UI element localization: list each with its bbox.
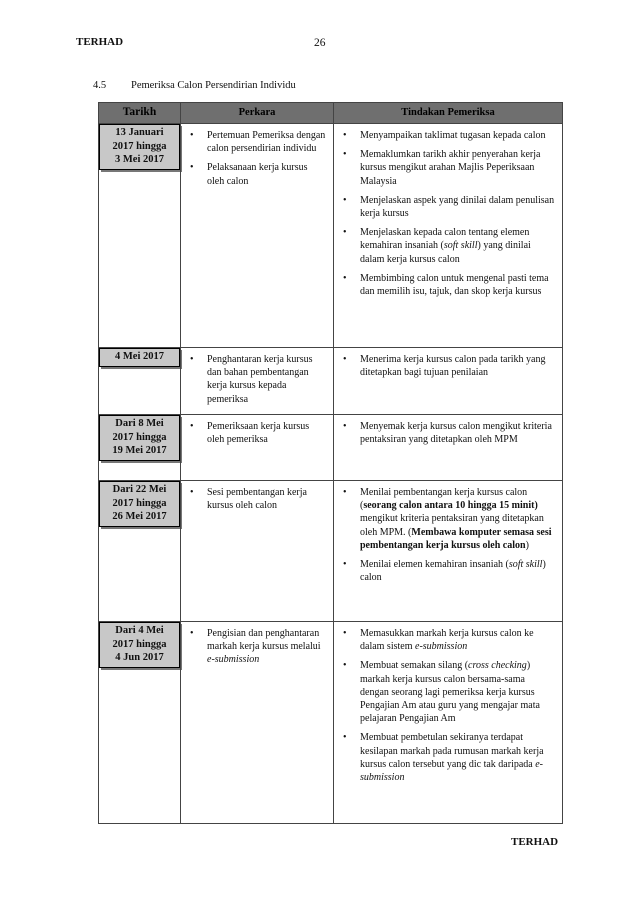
date-line: 2017 hingga (112, 497, 167, 509)
list-item: • Menyampaikan taklimat tugasan kepada calon (343, 130, 546, 141)
date-box (99, 348, 180, 367)
list-item: • Penghantaran kerja kursus dan bahan pembentangan kerja kursus kepada pemeriksa (190, 354, 313, 405)
list-item: • Menilai pembentangan kerja kursus calon (seorang calon antara 10 hingga 15 minit) mengikut kriteria pentaksiran yang ditetapkan oleh MPM. (Membawa komputer semasa sesi pembentangan kerja kursus oleh calon) (343, 487, 552, 551)
date-cell (99, 415, 181, 481)
tindakan-cell (334, 415, 563, 481)
list-item: • Pengisian dan penghantaran markah kerja kursus melalui e-submission (190, 628, 321, 666)
tindakan-cell (334, 348, 563, 415)
section-heading (93, 80, 296, 91)
page-number: 26 (314, 37, 326, 49)
list-item: • Membimbing calon untuk mengenal pasti tema dan memilih isu, tajuk, dan skop kerja kursus (343, 272, 549, 297)
list-item: • Membuat pembetulan sekiranya terdapat kesilapan markah pada rumusan markah kerja kursus calon tersebut yang dic tak daripada e-submission (343, 732, 544, 783)
date-line: 3 Mei 2017 (115, 154, 164, 166)
list-item: • Pertemuan Pemeriksa dengan calon persendirian individu (190, 130, 326, 155)
table-row (99, 415, 563, 481)
perkara-cell (181, 124, 334, 348)
list-item: • Memasukkan markah kerja kursus calon ke dalam sistem e-submission (343, 628, 534, 653)
table-row (99, 348, 563, 415)
date-line: Dari 4 Mei (115, 625, 164, 636)
date-line: 19 Mei 2017 (112, 445, 167, 457)
perkara-cell (181, 348, 334, 415)
list-item: • Pemeriksaan kerja kursus oleh pemeriksa (190, 421, 310, 446)
date-line: 2017 hingga (112, 431, 167, 443)
table-header-row (99, 103, 563, 124)
column-header-tindakan: Tindakan Pemeriksa (334, 103, 563, 124)
section-title: Pemeriksa Calon Persendirian Individu (131, 80, 296, 91)
list-item: • Menjelaskan aspek yang dinilai dalam penulisan kerja kursus (343, 194, 555, 219)
list-item: • Menilai elemen kemahiran insaniah (soft skill) calon (343, 558, 546, 584)
perkara-cell (181, 622, 334, 824)
date-line: 26 Mei 2017 (112, 511, 167, 523)
date-box (99, 415, 180, 461)
list-item: • Menyemak kerja kursus calon mengikut kriteria pentaksiran yang ditetapkan oleh MPM (343, 421, 552, 446)
column-header-tarikh: Tarikh (99, 103, 181, 124)
perkara-cell (181, 481, 334, 622)
date-line: 4 Mei 2017 (115, 351, 164, 362)
date-box (99, 481, 180, 527)
table-row (99, 481, 563, 622)
list-item: • Menerima kerja kursus calon pada tarikh yang ditetapkan bagi tujuan penilaian (343, 354, 546, 379)
list-item: • Menjelaskan kepada calon tentang elemen kemahiran insaniah (soft skill) yang dinilai dalam kerja kursus calon (343, 227, 531, 265)
table-row (99, 622, 563, 824)
list-item: • Memaklumkan tarikh akhir penyerahan kerja kursus mengikut arahan Majlis Peperiksaan Malaysia (343, 149, 541, 187)
date-line: Dari 22 Mei (112, 484, 167, 495)
date-cell (99, 348, 181, 415)
date-line: 2017 hingga (112, 140, 167, 152)
date-box (99, 622, 180, 668)
list-item: • Membuat semakan silang (cross checking) markah kerja kursus calon bersama-sama dengan seorang lagi pemeriksa kerja kursus Pengajian Am atau guru yang mengajar mata pelajaran Pengajian Am (343, 660, 540, 725)
tindakan-cell (334, 622, 563, 824)
perkara-cell (181, 415, 334, 481)
section-number: 4.5 (93, 80, 107, 91)
date-line: Dari 8 Mei (115, 418, 164, 429)
list-item: • Pelaksanaan kerja kursus oleh calon (190, 162, 308, 187)
date-cell (99, 622, 181, 824)
date-cell (99, 481, 181, 622)
schedule-table (98, 102, 563, 824)
header-classification: TERHAD (76, 36, 124, 48)
column-header-perkara: Perkara (181, 103, 334, 124)
date-box (99, 124, 180, 170)
date-line: 2017 hingga (112, 638, 167, 650)
date-line: 13 Januari (115, 127, 164, 138)
date-cell (99, 124, 181, 348)
footer-classification: TERHAD (511, 836, 559, 848)
table-row (99, 124, 563, 348)
list-item: • Sesi pembentangan kerja kursus oleh calon (190, 487, 307, 512)
tindakan-cell (334, 124, 563, 348)
date-line: 4 Jun 2017 (115, 652, 164, 664)
tindakan-cell (334, 481, 563, 622)
